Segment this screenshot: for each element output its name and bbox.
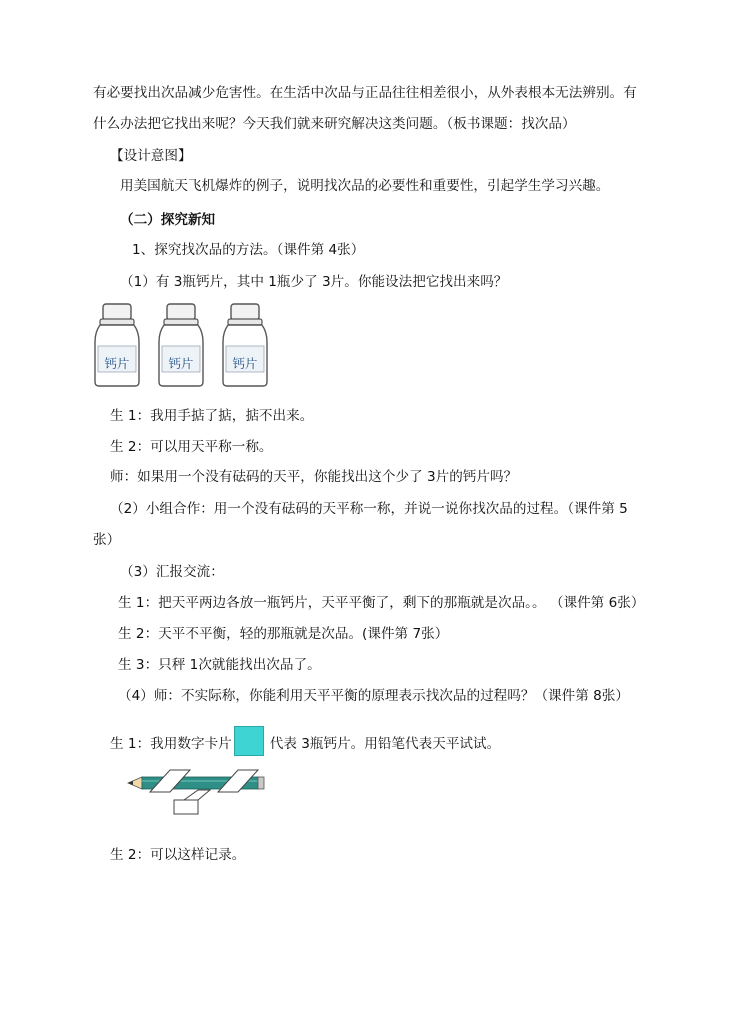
student-1-reply: 生 1：我用手掂了掂，掂不出来。 [110, 408, 314, 424]
card-statement-after: 代表 3瓶钙片。用铅笔代表天平试试。 [269, 736, 501, 752]
card-statement [110, 726, 500, 756]
pencil-balance-figure [126, 766, 266, 818]
number-card-icon [234, 726, 264, 756]
paragraph-line: 有必要找出次品减少危害性。在生活中次品与正品往往相差很小，从外表根本无法辨别。有 [93, 85, 637, 101]
teacher-question: 师：如果用一个没有砝码的天平，你能找出这个少了 3片的钙片吗？ [110, 469, 518, 485]
question-2-continued: 张） [93, 532, 121, 548]
bottle-label: 钙片 [232, 356, 258, 371]
question-4: （4）师：不实际称，你能利用天平平衡的原理表示找次品的过程吗？（课件第 8张） [118, 688, 629, 704]
question-3: （3）汇报交流： [120, 564, 224, 580]
bottle-label: 钙片 [104, 356, 130, 371]
student-2-record: 生 2：可以这样记录。 [110, 847, 246, 863]
bottle-icon [92, 302, 142, 388]
bottle-label: 钙片 [168, 356, 194, 371]
paragraph-line: 什么办法把它找出来呢？今天我们就来研究解决这类问题。（板书课题：找次品） [93, 116, 576, 132]
report-2: 生 2：天平不平衡，轻的那瓶就是次品。(课件第 7张） [118, 626, 449, 642]
report-1: 生 1：把天平两边各放一瓶钙片，天平平衡了，剩下的那瓶就是次品。。 （课件第 6张） [118, 595, 645, 611]
section-heading: （二）探究新知 [120, 212, 216, 228]
question-1: （1）有 3瓶钙片，其中 1瓶少了 3片。你能设法把它找出来吗？ [120, 274, 508, 290]
question-2: （2）小组合作：用一个没有砝码的天平称一称，并说一说你找次品的过程。（课件第 5 [110, 501, 628, 517]
calcium-bottles-figure [92, 302, 270, 388]
item-heading: 1、探究找次品的方法。（课件第 4张） [132, 242, 365, 258]
bottle-icon [156, 302, 206, 388]
design-intent-text: 用美国航天飞机爆炸的例子，说明找次品的必要性和重要性，引起学生学习兴趣。 [120, 178, 610, 194]
design-intent-heading: 【设计意图】 [110, 148, 192, 164]
bottle-icon [220, 302, 270, 388]
card-statement-before: 生 1：我用数字卡片 [110, 736, 232, 752]
report-3: 生 3：只秤 1次就能找出次品了。 [118, 657, 321, 673]
student-2-reply: 生 2：可以用天平称一称。 [110, 439, 273, 455]
